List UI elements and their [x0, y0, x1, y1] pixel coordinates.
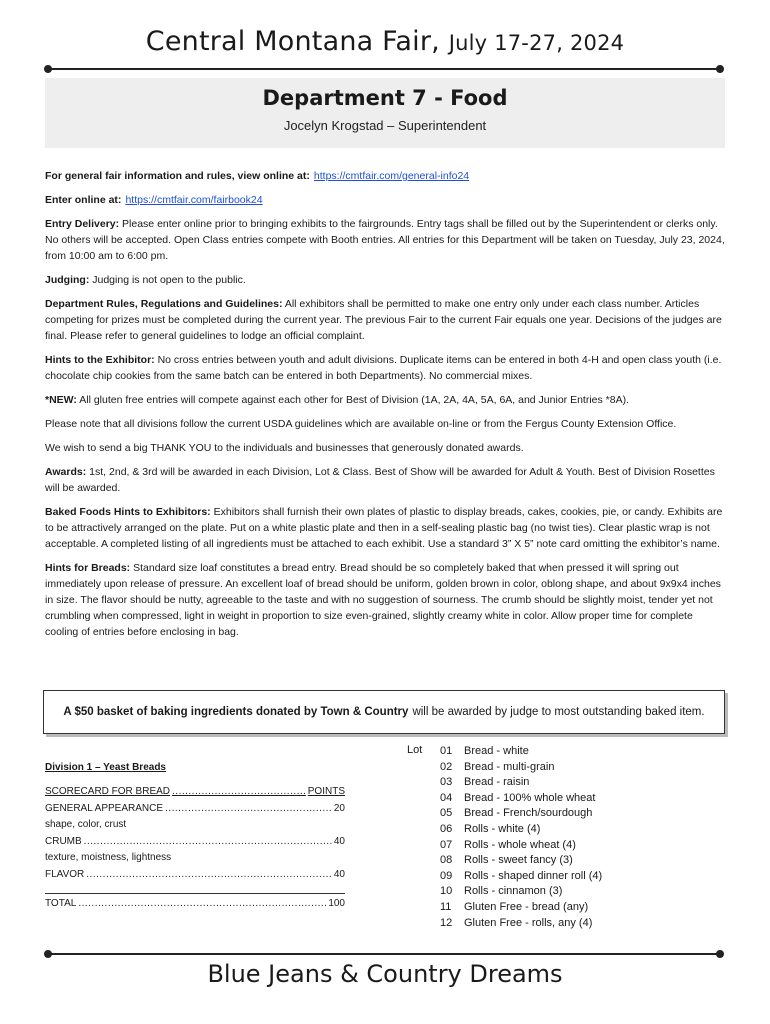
- scorecard-header-value: POINTS: [307, 786, 345, 797]
- entry-delivery-text: Please enter online prior to bringing exhibits to the fairgrounds. Entry tags shall be filled out by the Superintendent or clerks only. No others will be accepted. Open Class entries compete with Booth entries. All entries for this Department will be taken on Tuesday, July 23, 2024, from 10:00 am to 6:00 pm.: [45, 218, 725, 262]
- lot-list: [440, 744, 602, 931]
- lot-number: 04: [440, 791, 453, 804]
- lot-number: 12: [440, 916, 453, 929]
- lot-item: [440, 884, 602, 900]
- superintendent-name: Jocelyn Krogstad – Superintendent: [283, 118, 487, 133]
- lot-number: 02: [440, 760, 453, 773]
- entry-delivery-paragraph: [45, 216, 725, 264]
- rules-text: All exhibitors shall be permitted to make one entry only under each class number. Articles competing for prizes must be completed during the current year. The previous Fair to the current Fair equals one year. Decisions of the judges are final. Please refer to general guidelines to lodge an official complaint.: [45, 298, 722, 342]
- lot-item: [440, 744, 602, 760]
- judging-label: Judging:: [45, 274, 90, 286]
- general-info-link[interactable]: https://cmtfair.com/general-info24: [313, 170, 470, 182]
- lot-name: Rolls - cinnamon (3): [464, 885, 563, 898]
- department-title-box: [45, 78, 725, 148]
- lot-item: [440, 900, 602, 916]
- scorecard-value: 20: [333, 802, 345, 814]
- footer-tagline: Blue Jeans & Country Dreams: [207, 960, 563, 988]
- new-paragraph: [45, 392, 725, 408]
- lot-name: Bread - multi-grain: [464, 760, 555, 773]
- scorecard-total-row: [45, 896, 345, 913]
- scorecard-row: [45, 867, 345, 884]
- scorecard-label: FLAVOR: [45, 868, 85, 880]
- scorecard: [45, 784, 345, 913]
- hints-text: No cross entries between youth and adult divisions. Duplicate items can be entered in both 4-H and open class youth (i.e. chocolate chip cookies from the same batch can be entered in both Departments). No commercial mixes.: [45, 354, 722, 382]
- enter-online-label: Enter online at:: [45, 194, 122, 206]
- lot-name: Rolls - shaped dinner roll (4): [464, 869, 603, 882]
- scorecard-total-rule: [45, 893, 345, 894]
- general-info-label: For general fair information and rules, view online at:: [45, 170, 310, 182]
- lot-item: [440, 916, 602, 932]
- lot-column-label: Lot: [407, 744, 423, 756]
- rules-paragraph: [45, 296, 725, 344]
- footer-divider: [48, 953, 720, 955]
- lot-name: Bread - white: [464, 745, 529, 757]
- awards-label: Awards:: [45, 466, 87, 478]
- lot-number: 03: [440, 776, 453, 789]
- scorecard-subtext: shape, color, crust: [45, 819, 127, 830]
- scorecard-row: [45, 801, 345, 818]
- fair-dates: July 17-27, 2024: [448, 31, 625, 55]
- header-divider: [48, 68, 720, 70]
- scorecard-label: GENERAL APPEARANCE: [45, 802, 164, 814]
- baked-foods-text: Exhibitors shall furnish their own plates of plastic to display breads, cakes, cookies, pie, or candy. Exhibits are to be attractively arranged on the plate. Put on a white plastic plate and then in a self-sealing plastic bag (no twist ties). Clear plastic wrap is not acceptable. A completed listing of all ingredients must be attached to each exhibit. Use a standard 3” X 5” note card omitting the exhibitor’s name.: [45, 506, 723, 550]
- lot-name: Bread - 100% whole wheat: [464, 791, 596, 804]
- awards-text: 1st, 2nd, & 3rd will be awarded in each Division, Lot & Class. Best of Show will be awarded for Adult & Youth. Best of Division Rosettes will be awarded.: [45, 466, 715, 494]
- scorecard-total-label: TOTAL: [45, 898, 77, 909]
- lot-name: Rolls - white (4): [464, 822, 541, 835]
- lot-number: 08: [440, 854, 453, 867]
- lot-item: [440, 806, 602, 822]
- hints-paragraph: [45, 352, 725, 384]
- scorecard-label: CRUMB: [45, 835, 82, 847]
- enter-online-line: [45, 192, 725, 208]
- lot-number: 07: [440, 838, 453, 851]
- award-box-text: will be awarded by judge to most outstanding baked item.: [412, 706, 705, 718]
- breads-paragraph: [45, 560, 725, 640]
- usda-paragraph: Please note that all divisions follow the current USDA guidelines which are available on-line or from the Fergus County Extension Office.: [45, 418, 677, 430]
- baked-foods-label: Baked Foods Hints to Exhibitors:: [45, 506, 211, 518]
- fair-name: Central Montana Fair,: [145, 26, 440, 57]
- thanks-paragraph: We wish to send a big THANK YOU to the individuals and businesses that generously donated awards.: [45, 442, 524, 454]
- lot-item: [440, 822, 602, 838]
- page-header: [0, 26, 770, 57]
- lot-name: Rolls - whole wheat (4): [464, 838, 576, 851]
- lot-number: 11: [440, 900, 452, 913]
- lot-item: [440, 760, 602, 776]
- new-text: All gluten free entries will compete against each other for Best of Division (1A, 2A, 4A, 5A, 6A, and Junior Entries *8A).: [79, 394, 630, 406]
- judging-paragraph: [45, 272, 725, 288]
- special-award-box: [43, 690, 725, 734]
- scorecard-header: [45, 784, 345, 801]
- lot-item: [440, 838, 602, 854]
- hints-label: Hints to the Exhibitor:: [45, 354, 155, 366]
- scorecard-subtext: texture, moistness, lightness: [45, 852, 172, 863]
- lot-number: 10: [440, 885, 453, 898]
- lot-name: Gluten Free - rolls, any (4): [464, 916, 593, 929]
- judging-text: Judging is not open to the public.: [92, 274, 246, 286]
- lot-item: [440, 853, 602, 869]
- general-info-line: [45, 168, 725, 184]
- lot-name: Bread - raisin: [464, 776, 530, 789]
- lot-name: Gluten Free - bread (any): [464, 900, 589, 913]
- scorecard-header-label: SCORECARD FOR BREAD: [45, 786, 171, 797]
- rules-label: Department Rules, Regulations and Guidelines:: [45, 298, 283, 310]
- baked-foods-paragraph: [45, 504, 725, 552]
- lot-number: 09: [440, 869, 453, 882]
- scorecard-row: [45, 834, 345, 851]
- entry-delivery-label: Entry Delivery:: [45, 218, 120, 230]
- lot-item: [440, 775, 602, 791]
- fairbook-link[interactable]: https://cmtfair.com/fairbook24: [125, 194, 263, 206]
- lot-number: 06: [440, 822, 453, 835]
- lot-name: Rolls - sweet fancy (3): [464, 854, 573, 867]
- lot-name: Bread - French/sourdough: [464, 807, 593, 820]
- lot-item: [440, 791, 602, 807]
- breads-text: Standard size loaf constitutes a bread entry. Bread should be so completely baked that when pressed it will spring out immediately upon release of pressure. An excellent loaf of bread should be uniform, golden brown in color, oblong shape, and about 9x9x4 inches in size. The flavor should be nutty, agreeable to the taste and with no suggestion of sourness. The crumb should be slightly moist, tender yet not crumbling when compressed, light in weight in proportion to size even-grained, slightly creamy white in color. Allow proper time for complete cooling of entries before enclosing in bag.: [45, 562, 721, 638]
- lot-number: 01: [440, 745, 453, 757]
- department-rules: [45, 168, 725, 648]
- award-box-bold: A $50 basket of baking ingredients donated by Town & Country: [63, 706, 409, 718]
- scorecard-total-value: 100: [328, 898, 345, 909]
- new-label: *NEW:: [45, 394, 77, 406]
- department-title: Department 7 - Food: [262, 86, 508, 110]
- breads-label: Hints for Breads:: [45, 562, 131, 574]
- awards-paragraph: [45, 464, 725, 496]
- scorecard-value: 40: [333, 835, 345, 847]
- division-title: Division 1 – Yeast Breads: [45, 762, 166, 773]
- lot-item: [440, 869, 602, 885]
- scorecard-value: 40: [333, 868, 345, 880]
- lot-number: 05: [440, 807, 453, 820]
